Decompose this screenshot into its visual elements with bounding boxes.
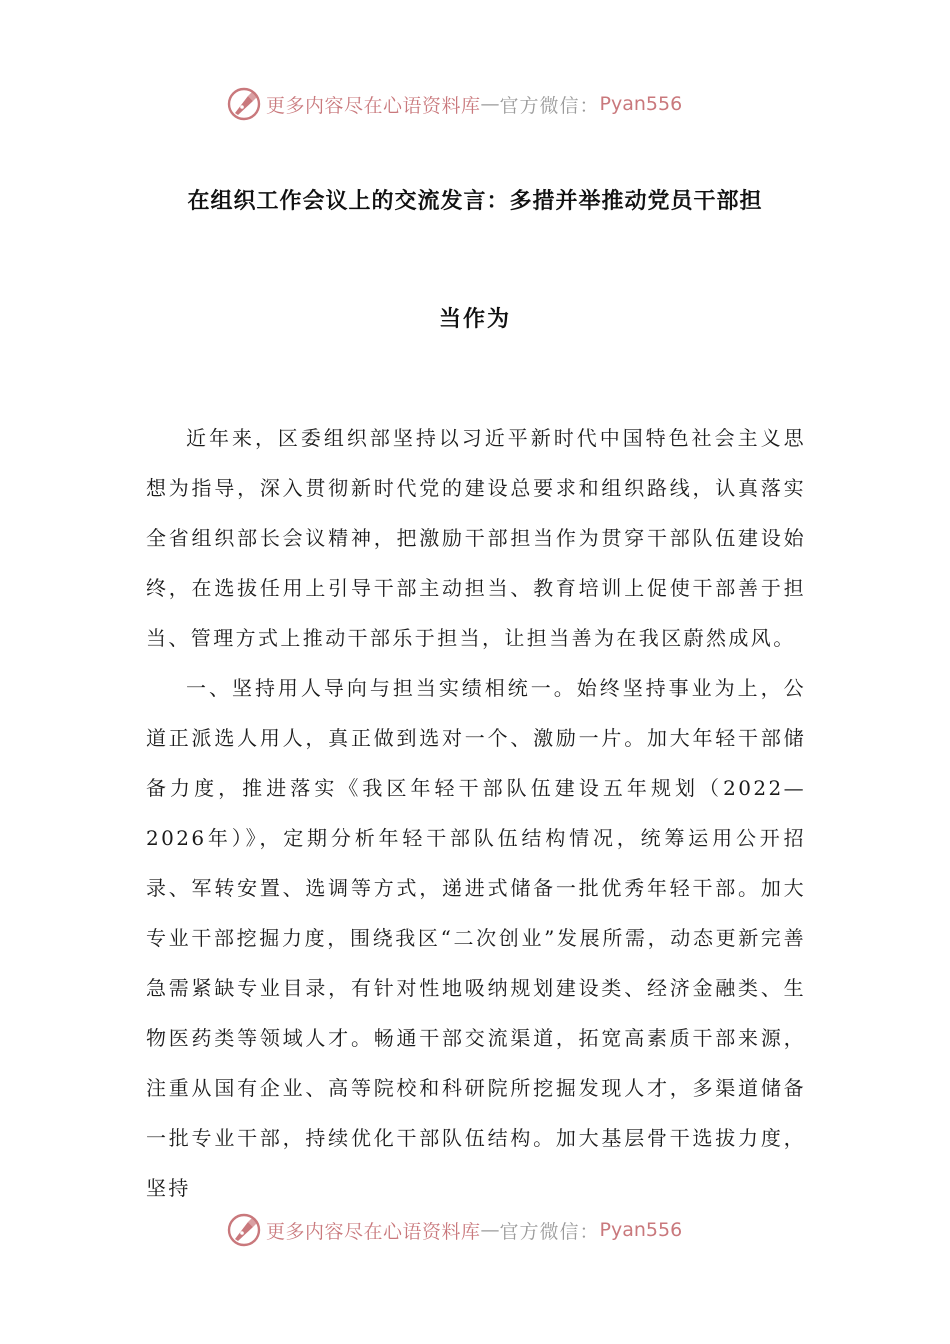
body-paragraph: 近年来，区委组织部坚持以习近平新时代中国特色社会主义思想为指导，深入贯彻新时代党的建设总要求和组织路线，认真落实全省组织部长会议精神，把激励干部担当作为贯穿干部队伍建设始终，在选拔任用上引导干部主动担当、教育培训上促使干部善于担当、管理方式上推动干部乐于担当，让担当善为在我区蔚然成风。 (146, 426, 806, 650)
banner-wechat-label: 官方微信： (499, 1220, 600, 1243)
document-title-line-1: 在组织工作会议上的交流发言：多措并举推动党员干部担 (187, 189, 763, 214)
banner-brand-text: 更多内容尽在心语资料库 (266, 1220, 481, 1243)
body-paragraph: 一、坚持用人导向与担当实绩相统一。始终坚持事业为上，公道正派选人用人，真正做到选对一个、激励一片。加大年轻干部储备力度，推进落实《我区年轻干部队伍建设五年规划（2022—2026年）》，定期分析年轻干部队伍结构情况，统筹运用公开招录、军转安置、选调等方式，递进式储备一批优秀年轻干部。加大专业干部挖掘力度，围绕我区“二次创业”发展所需，动态更新完善急需紧缺专业目录，有针对性地吸纳规划建设类、经济金融类、生物医药类等领域人才。畅通干部交流渠道，拓宽高素质干部来源，注重从国有企业、高等院校和科研院所挖掘发现人才，多渠道储备一批专业干部，持续优化干部队伍结构。加大基层骨干选拔力度，坚持 (146, 676, 806, 1200)
pen-nib-icon (226, 1212, 262, 1248)
banner-wechat-id: Pyan556 (599, 93, 683, 115)
pen-nib-icon (226, 86, 262, 122)
banner-wechat-label: 官方微信： (499, 94, 600, 117)
document-title-line-2: 当作为 (438, 307, 511, 332)
footer-watermark-banner (226, 1210, 682, 1250)
banner-separator: — (480, 93, 500, 115)
banner-brand-text: 更多内容尽在心语资料库 (266, 94, 481, 117)
header-watermark-banner (226, 84, 682, 124)
document-body (146, 413, 806, 1213)
banner-wechat-id: Pyan556 (599, 1219, 683, 1241)
banner-separator: — (480, 1219, 500, 1241)
